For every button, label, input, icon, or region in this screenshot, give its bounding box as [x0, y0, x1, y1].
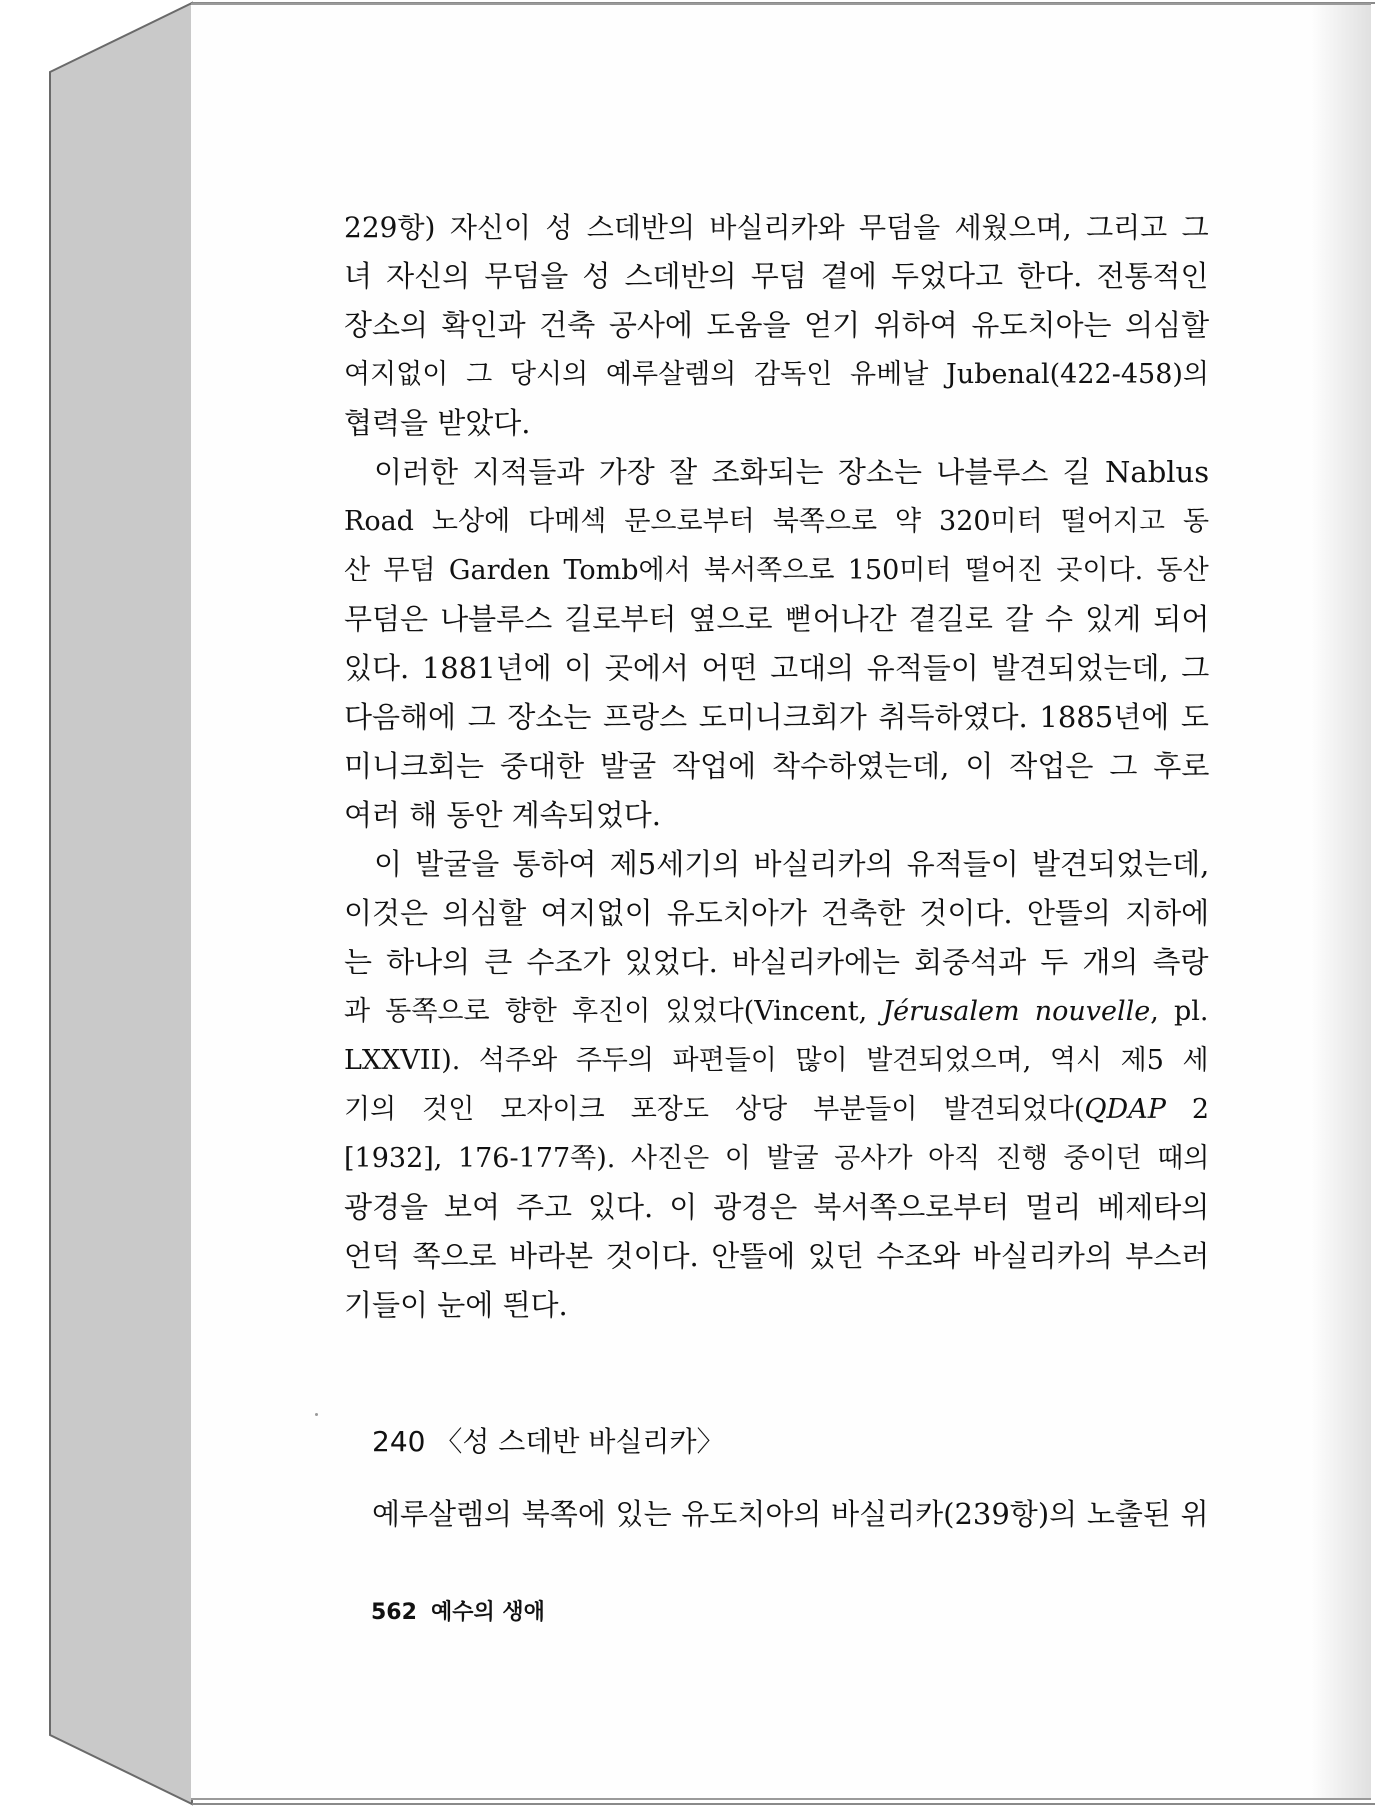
scan-speck — [315, 1413, 318, 1416]
text-segment: 2 — [1165, 1094, 1210, 1125]
text-line — [344, 399, 1209, 448]
body-text — [344, 203, 1209, 1330]
text-line-content: 녀 자신의 무덤을 성 스데반의 무덤 곁에 두었다고 한다. 전통적인 — [344, 259, 1209, 293]
text-line — [344, 448, 1209, 497]
text-line — [344, 1183, 1209, 1232]
text-line-content: 229항) 자신이 성 스데반의 바실리카와 무덤을 세웠으며, 그리고 그 — [344, 211, 1209, 244]
text-line — [344, 791, 1209, 840]
text-line — [344, 1134, 1209, 1183]
text-line-content: 협력을 받았다. — [344, 406, 531, 440]
text-line — [344, 1036, 1209, 1085]
text-line-content: 기들이 눈에 띈다. — [344, 1288, 568, 1322]
text-line-content — [344, 1085, 1209, 1134]
text-line-content: 여지없이 그 당시의 예루살렘의 감독인 유베날 Jubenal(422-458)의 — [344, 359, 1209, 390]
text-line — [344, 840, 1209, 889]
italic-title: Jérusalem nouvelle — [882, 996, 1151, 1027]
figure-caption-body — [372, 1494, 1209, 1534]
text-line — [344, 497, 1209, 546]
text-line — [344, 595, 1209, 644]
text-line-content: 미니크회는 중대한 발굴 작업에 착수하였는데, 이 작업은 그 후로 — [344, 749, 1210, 783]
page-number: 562 — [371, 1600, 417, 1625]
text-line-content: 무덤은 나블루스 길로부터 옆으로 뻗어나간 곁길로 갈 수 있게 되어 — [344, 602, 1210, 636]
text-line — [344, 301, 1209, 350]
text-line-content: 이 발굴을 통하여 제5세기의 바실리카의 유적들이 발견되었는데, — [374, 847, 1210, 881]
text-line — [344, 252, 1209, 301]
text-segment: 과 동쪽으로 향한 후진이 있었다(Vincent, — [344, 996, 868, 1027]
text-line-content: 언덕 쪽으로 바라본 것이다. 안뜰에 있던 수조와 바실리카의 부스러 — [344, 1239, 1210, 1273]
text-line — [344, 350, 1209, 399]
text-line — [344, 1281, 1209, 1330]
text-line — [344, 1232, 1209, 1281]
text-line-content: 광경을 보여 주고 있다. 이 광경은 북서쪽으로부터 멀리 베제타의 — [344, 1190, 1210, 1224]
text-line — [344, 889, 1209, 938]
text-line — [344, 546, 1209, 595]
text-line-content: 이것은 의심할 여지없이 유도치아가 건축한 것이다. 안뜰의 지하에 — [344, 896, 1210, 930]
text-line-content: LXXVII). 석주와 주두의 파편들이 많이 발견되었으며, 역시 제5 세 — [344, 1045, 1209, 1076]
text-line-content: 산 무덤 Garden Tomb에서 북서쪽으로 150미터 떨어진 곳이다. 동산 — [344, 555, 1209, 586]
text-line — [344, 693, 1209, 742]
book-page — [191, 3, 1371, 1800]
text-segment: , pl. — [1150, 996, 1209, 1027]
text-line — [344, 987, 1209, 1036]
text-line — [344, 742, 1209, 791]
text-line — [344, 938, 1209, 987]
text-line-content: [1932], 176-177쪽). 사진은 이 발굴 공사가 아직 진행 중이던 때의 — [344, 1143, 1210, 1174]
text-line — [344, 1085, 1209, 1134]
text-line — [344, 203, 1209, 252]
text-line-content: 이러한 지적들과 가장 잘 조화되는 장소는 나블루스 길 Nablus — [374, 455, 1210, 489]
page-footer — [371, 1597, 545, 1629]
text-line-content: Road 노상에 다메섹 문으로부터 북쪽으로 약 320미터 떨어지고 동 — [344, 506, 1210, 537]
text-segment: 기의 것인 모자이크 포장도 상당 부분들이 발견되었다( — [344, 1094, 1085, 1125]
text-line-content: 여러 해 동안 계속되었다. — [344, 798, 662, 832]
running-title: 예수의 생애 — [430, 1600, 545, 1625]
text-line-content: 다음해에 그 장소는 프랑스 도미니크회가 취득하였다. 1885년에 도 — [344, 700, 1209, 734]
caption-text: 예루살렘의 북쪽에 있는 유도치아의 바실리카(239항)의 노출된 위 — [372, 1497, 1209, 1531]
text-line-content: 있다. 1881년에 이 곳에서 어떤 고대의 유적들이 발견되었는데, 그 — [344, 651, 1210, 685]
text-line — [344, 644, 1209, 693]
page-edge-shadow — [1311, 5, 1371, 1798]
figure-caption-heading: 240 〈성 스데반 바실리카〉 — [372, 1425, 725, 1458]
text-line-content: 는 하나의 큰 수조가 있었다. 바실리카에는 회중석과 두 개의 측랑 — [344, 945, 1209, 979]
text-line-content: 장소의 확인과 건축 공사에 도움을 얻기 위하여 유도치아는 의심할 — [344, 308, 1210, 342]
text-line-content — [344, 987, 1209, 1036]
italic-title: QDAP — [1084, 1094, 1166, 1125]
